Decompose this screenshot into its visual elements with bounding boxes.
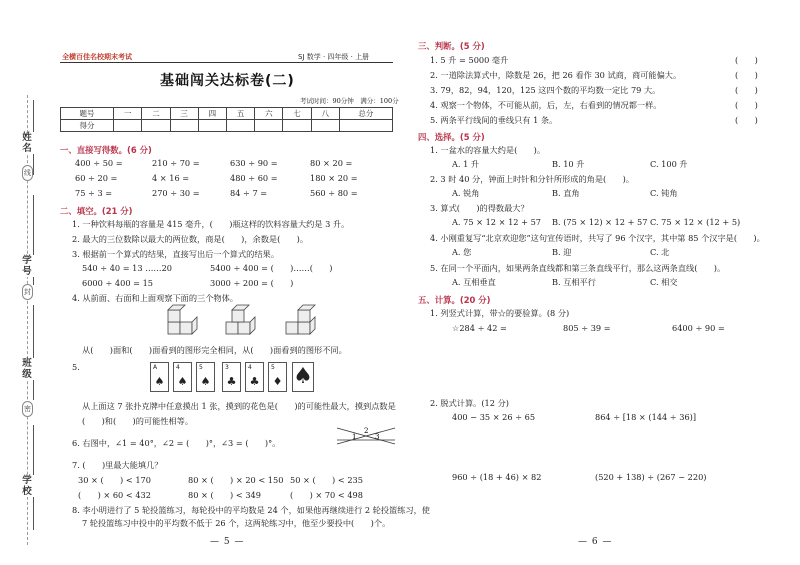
score-cell[interactable] xyxy=(198,120,226,132)
score-cell[interactable] xyxy=(142,120,170,132)
cube-figure-1 xyxy=(168,305,197,334)
section-2-title: 二、填空。(21 分) xyxy=(60,206,133,216)
card-rank: 5 xyxy=(271,364,275,371)
fill-q3-a: 540 ÷ 40 = 13 ……20 xyxy=(82,263,172,273)
card-rank: 4 xyxy=(176,364,180,371)
score-cell[interactable] xyxy=(339,120,392,132)
judge-answer[interactable]: ( ) xyxy=(735,55,758,65)
fill-q4-answer: 从( )面和( )面看到的图形完全相同，从( )面看到的图形不同。 xyxy=(82,345,347,355)
score-head-cell: 五 xyxy=(226,108,254,120)
fill-q5-text: 从上面这 7 张扑克牌中任意摸出 1 张，摸到的花色是( )的可能性最大，摸到点数是 xyxy=(82,401,396,411)
card-rank: 4 xyxy=(248,364,252,371)
judge-item: 3. 79，82，94，120，125 这四个数的平均数一定比 79 大。 xyxy=(430,85,661,95)
choice-option[interactable]: A. 1 升 xyxy=(452,159,480,169)
card-rank: 3 xyxy=(225,364,229,371)
mental-math-item: 4 × 16 = xyxy=(152,173,190,183)
score-head-cell: 八 xyxy=(311,108,339,120)
fill-q3-c: 6000 ÷ 400 = 15 xyxy=(82,278,154,288)
angle-label-2: 2 xyxy=(364,427,369,435)
calc-expression: (520 + 138) ÷ (267 − 220) xyxy=(595,472,707,482)
judge-item: 2. 一道除法算式中，除数是 26，把 26 看作 30 试商，商可能偏大。 xyxy=(430,70,682,80)
calc-q2: 2. 脱式计算。(12 分) xyxy=(430,398,509,408)
judge-item: 1. 5 升 = 5000 毫升 xyxy=(430,55,509,65)
mental-math-item: 270 ÷ 30 = xyxy=(152,188,200,198)
edition-label: SJ 数学 · 四年级 · 上册 xyxy=(298,53,370,61)
score-head-cell: 三 xyxy=(170,108,198,120)
fill-q5-text2: ( )和( )的可能性相等。 xyxy=(82,416,194,426)
exam-info: 考试时间：90分钟 满分：100分 xyxy=(300,97,399,105)
score-cell[interactable] xyxy=(255,120,283,132)
calc-q1: 1. 列竖式计算，带☆的要验算。(8 分) xyxy=(430,308,570,318)
mental-math-item: 560 ÷ 80 = xyxy=(310,188,358,198)
choice-option[interactable]: B. 互相平行 xyxy=(552,277,596,287)
choice-option[interactable]: B. 直角 xyxy=(552,188,580,198)
fill-q1: 1. 一种饮料每瓶的容量是 415 毫升，( )瓶这样的饮料容量大约是 3 升。 xyxy=(72,219,350,229)
angle-diagram xyxy=(335,426,397,446)
choice-option[interactable]: C. 相交 xyxy=(650,277,678,287)
score-header-row xyxy=(61,108,393,120)
poker-card xyxy=(196,362,215,392)
choice-option[interactable]: C. 100 升 xyxy=(650,159,688,169)
score-table xyxy=(60,107,393,132)
score-row-label: 得分 xyxy=(61,120,114,132)
page-title: 基础闯关达标卷(二) xyxy=(160,73,295,89)
section-3-title: 三、判断。(5 分) xyxy=(418,41,485,51)
score-cell[interactable] xyxy=(283,120,311,132)
score-head-cell: 题号 xyxy=(61,108,114,120)
choice-option[interactable]: B. 10 升 xyxy=(552,159,585,169)
cube-figure-3 xyxy=(286,305,315,334)
series-subtitle: 全横百佳名校期末考试 xyxy=(62,53,132,61)
section-4-title: 四、选择。(5 分) xyxy=(418,132,485,142)
poker-card xyxy=(150,362,169,392)
score-head-cell: 一 xyxy=(114,108,142,120)
calc-item: 6400 ÷ 90 = xyxy=(672,323,725,333)
score-cell[interactable] xyxy=(170,120,198,132)
poker-card xyxy=(245,362,264,392)
judge-answer[interactable]: ( ) xyxy=(735,100,758,110)
fill-q5: 5. xyxy=(72,362,80,372)
score-head-cell: 六 xyxy=(255,108,283,120)
score-cell[interactable] xyxy=(114,120,142,132)
angle-label-1: 1 xyxy=(352,433,357,441)
cube-figures xyxy=(160,304,330,344)
judge-answer[interactable]: ( ) xyxy=(735,85,758,95)
mental-math-item: 84 ÷ 7 = xyxy=(230,188,268,198)
score-head-cell: 二 xyxy=(142,108,170,120)
card-rank: 5 xyxy=(199,364,203,371)
fill-q3: 3. 根据前一个算式的结果，直接写出后一个算式的结果。 xyxy=(72,249,279,259)
section-5-title: 五、计算。(20 分) xyxy=(418,295,491,305)
choice-option[interactable]: C. 75 × 12 × (12 + 5) xyxy=(650,217,741,227)
fill-q7-item: ( ) × 60 < 432 xyxy=(78,490,151,500)
choice-q2: 2. 3 时 40 分，钟面上时针和分针所形成的角是( )。 xyxy=(430,174,634,184)
seal-dense-mark: 密 xyxy=(22,401,33,417)
choice-option[interactable]: A. 锐角 xyxy=(452,188,480,198)
choice-option[interactable]: B. (75 × 12) × 12 + 57 xyxy=(552,217,648,227)
poker-card xyxy=(222,362,241,392)
card-suit: ♦ xyxy=(272,375,283,388)
card-suit: ♠ xyxy=(177,375,188,388)
fill-q7-item: 80 × ( ) × 20 < 150 xyxy=(188,475,284,485)
judge-answer[interactable]: ( ) xyxy=(735,115,758,125)
score-cell[interactable] xyxy=(226,120,254,132)
choice-option[interactable]: A. 您 xyxy=(452,247,472,257)
mental-math-item: 60 ÷ 20 = xyxy=(75,173,118,183)
choice-option[interactable]: A. 75 × 12 × 12 + 57 xyxy=(452,217,541,227)
school-label: 学校 xyxy=(18,475,36,497)
judge-item: 5. 两条平行线间的垂线只有 1 条。 xyxy=(430,115,558,125)
choice-q3: 3. 算式( )的得数最大？ xyxy=(430,203,529,213)
calc-expression: 960 ÷ (18 + 46) × 82 xyxy=(452,472,542,482)
class-label: 班级 xyxy=(18,358,36,380)
choice-option[interactable]: B. 迎 xyxy=(552,247,572,257)
poker-card xyxy=(268,362,287,392)
fill-q2: 2. 最大的三位数除以最大的两位数，商是( )，余数是( )。 xyxy=(72,234,309,244)
binding-strip xyxy=(0,0,55,565)
card-rank: A xyxy=(153,364,158,371)
angle-label-3: 3 xyxy=(375,433,380,441)
fill-q6: 6. 右图中，∠1 = 40°，∠2 = ( )°，∠3 = ( )°。 xyxy=(72,438,281,448)
poker-card xyxy=(173,362,192,392)
mental-math-item: 210 ÷ 70 = xyxy=(152,158,200,168)
mental-math-item: 630 ÷ 90 = xyxy=(230,158,278,168)
card-suit: ♣ xyxy=(249,375,260,388)
score-cell[interactable] xyxy=(311,120,339,132)
choice-q4: 4. 小刚重复写“北京欢迎您”这句宣传语时，共写了 96 个汉字，其中第 85 个汉字是( )。 xyxy=(430,233,765,243)
seal-seal-mark: 封 xyxy=(22,284,33,300)
mental-math-item: 480 ÷ 60 = xyxy=(230,173,278,183)
choice-q1: 1. 一盆水的容量大约是( )。 xyxy=(430,145,546,155)
fill-q7-item: ( ) × 70 < 498 xyxy=(290,490,363,500)
score-head-cell: 四 xyxy=(198,108,226,120)
mental-math-item: 180 × 20 = xyxy=(310,173,358,183)
fill-q7-item: 30 × ( ) < 170 xyxy=(78,475,151,485)
calc-expression: 864 ÷ [18 × (144 ÷ 36)] xyxy=(595,412,697,422)
spade-card: ♠ xyxy=(292,362,314,392)
card-suit: ♣ xyxy=(226,375,237,388)
score-head-cell: 七 xyxy=(283,108,311,120)
calc-expression: 400 − 35 × 26 ÷ 65 xyxy=(452,412,536,422)
choice-option[interactable]: C. 北 xyxy=(650,247,670,257)
fill-q3-b: 5400 ÷ 400 = ( )……( ) xyxy=(210,263,333,273)
page-number-left: — 5 — xyxy=(210,537,245,547)
id-label: 学号 xyxy=(18,255,36,277)
fill-q7-item: 80 × ( ) < 349 xyxy=(188,490,261,500)
choice-option[interactable]: C. 钝角 xyxy=(650,188,678,198)
judge-item: 4. 观察一个物体，不可能从前，后，左，右看到的情况都一样。 xyxy=(430,100,662,110)
card-suit: ♠ xyxy=(154,375,165,388)
fill-q8-line1: 8. 李小明进行了 5 轮投篮练习，每轮投中的平均数是 24 个，如果他再继续进行 2 轮投篮练习，使 xyxy=(72,505,430,515)
cube-figure-2 xyxy=(226,305,255,334)
card-suit: ♠ xyxy=(200,375,211,388)
fill-q7-item: 50 × ( ) < 235 xyxy=(290,475,363,485)
section-1-title: 一、直接写得数。(6 分) xyxy=(60,145,152,155)
calc-item: ☆284 ÷ 42 = xyxy=(452,323,507,333)
fill-q8-line2: 7 轮投篮练习中投中的平均数不低于 26 个，这两轮练习中，他至少要投中( )个。 xyxy=(82,518,391,528)
choice-option[interactable]: A. 互相垂直 xyxy=(452,277,496,287)
judge-answer[interactable]: ( ) xyxy=(735,70,758,80)
mental-math-item: 80 × 20 = xyxy=(310,158,353,168)
mental-math-item: 400 ÷ 50 = xyxy=(75,158,123,168)
seal-line-mark: 线 xyxy=(22,165,33,181)
calc-item: 805 ÷ 39 = xyxy=(563,323,611,333)
fill-q3-d: 3000 ÷ 200 = ( ) xyxy=(210,278,294,288)
fill-q4: 4. 从前面、右面和上面观察下面的三个物体。 xyxy=(72,293,238,303)
fill-q7: 7. ( )里最大能填几？ xyxy=(72,460,163,470)
choice-q5: 5. 在同一个平面内，如果两条直线都和第三条直线平行，那么这两条直线( )。 xyxy=(430,263,726,273)
score-head-cell: 总分 xyxy=(339,108,392,120)
mental-math-item: 75 ÷ 3 = xyxy=(75,188,113,198)
header-rule xyxy=(60,62,393,63)
score-value-row xyxy=(61,120,393,132)
class-underline xyxy=(33,305,34,400)
name-label: 姓名 xyxy=(18,132,36,154)
page-number-right: — 6 — xyxy=(578,537,613,547)
